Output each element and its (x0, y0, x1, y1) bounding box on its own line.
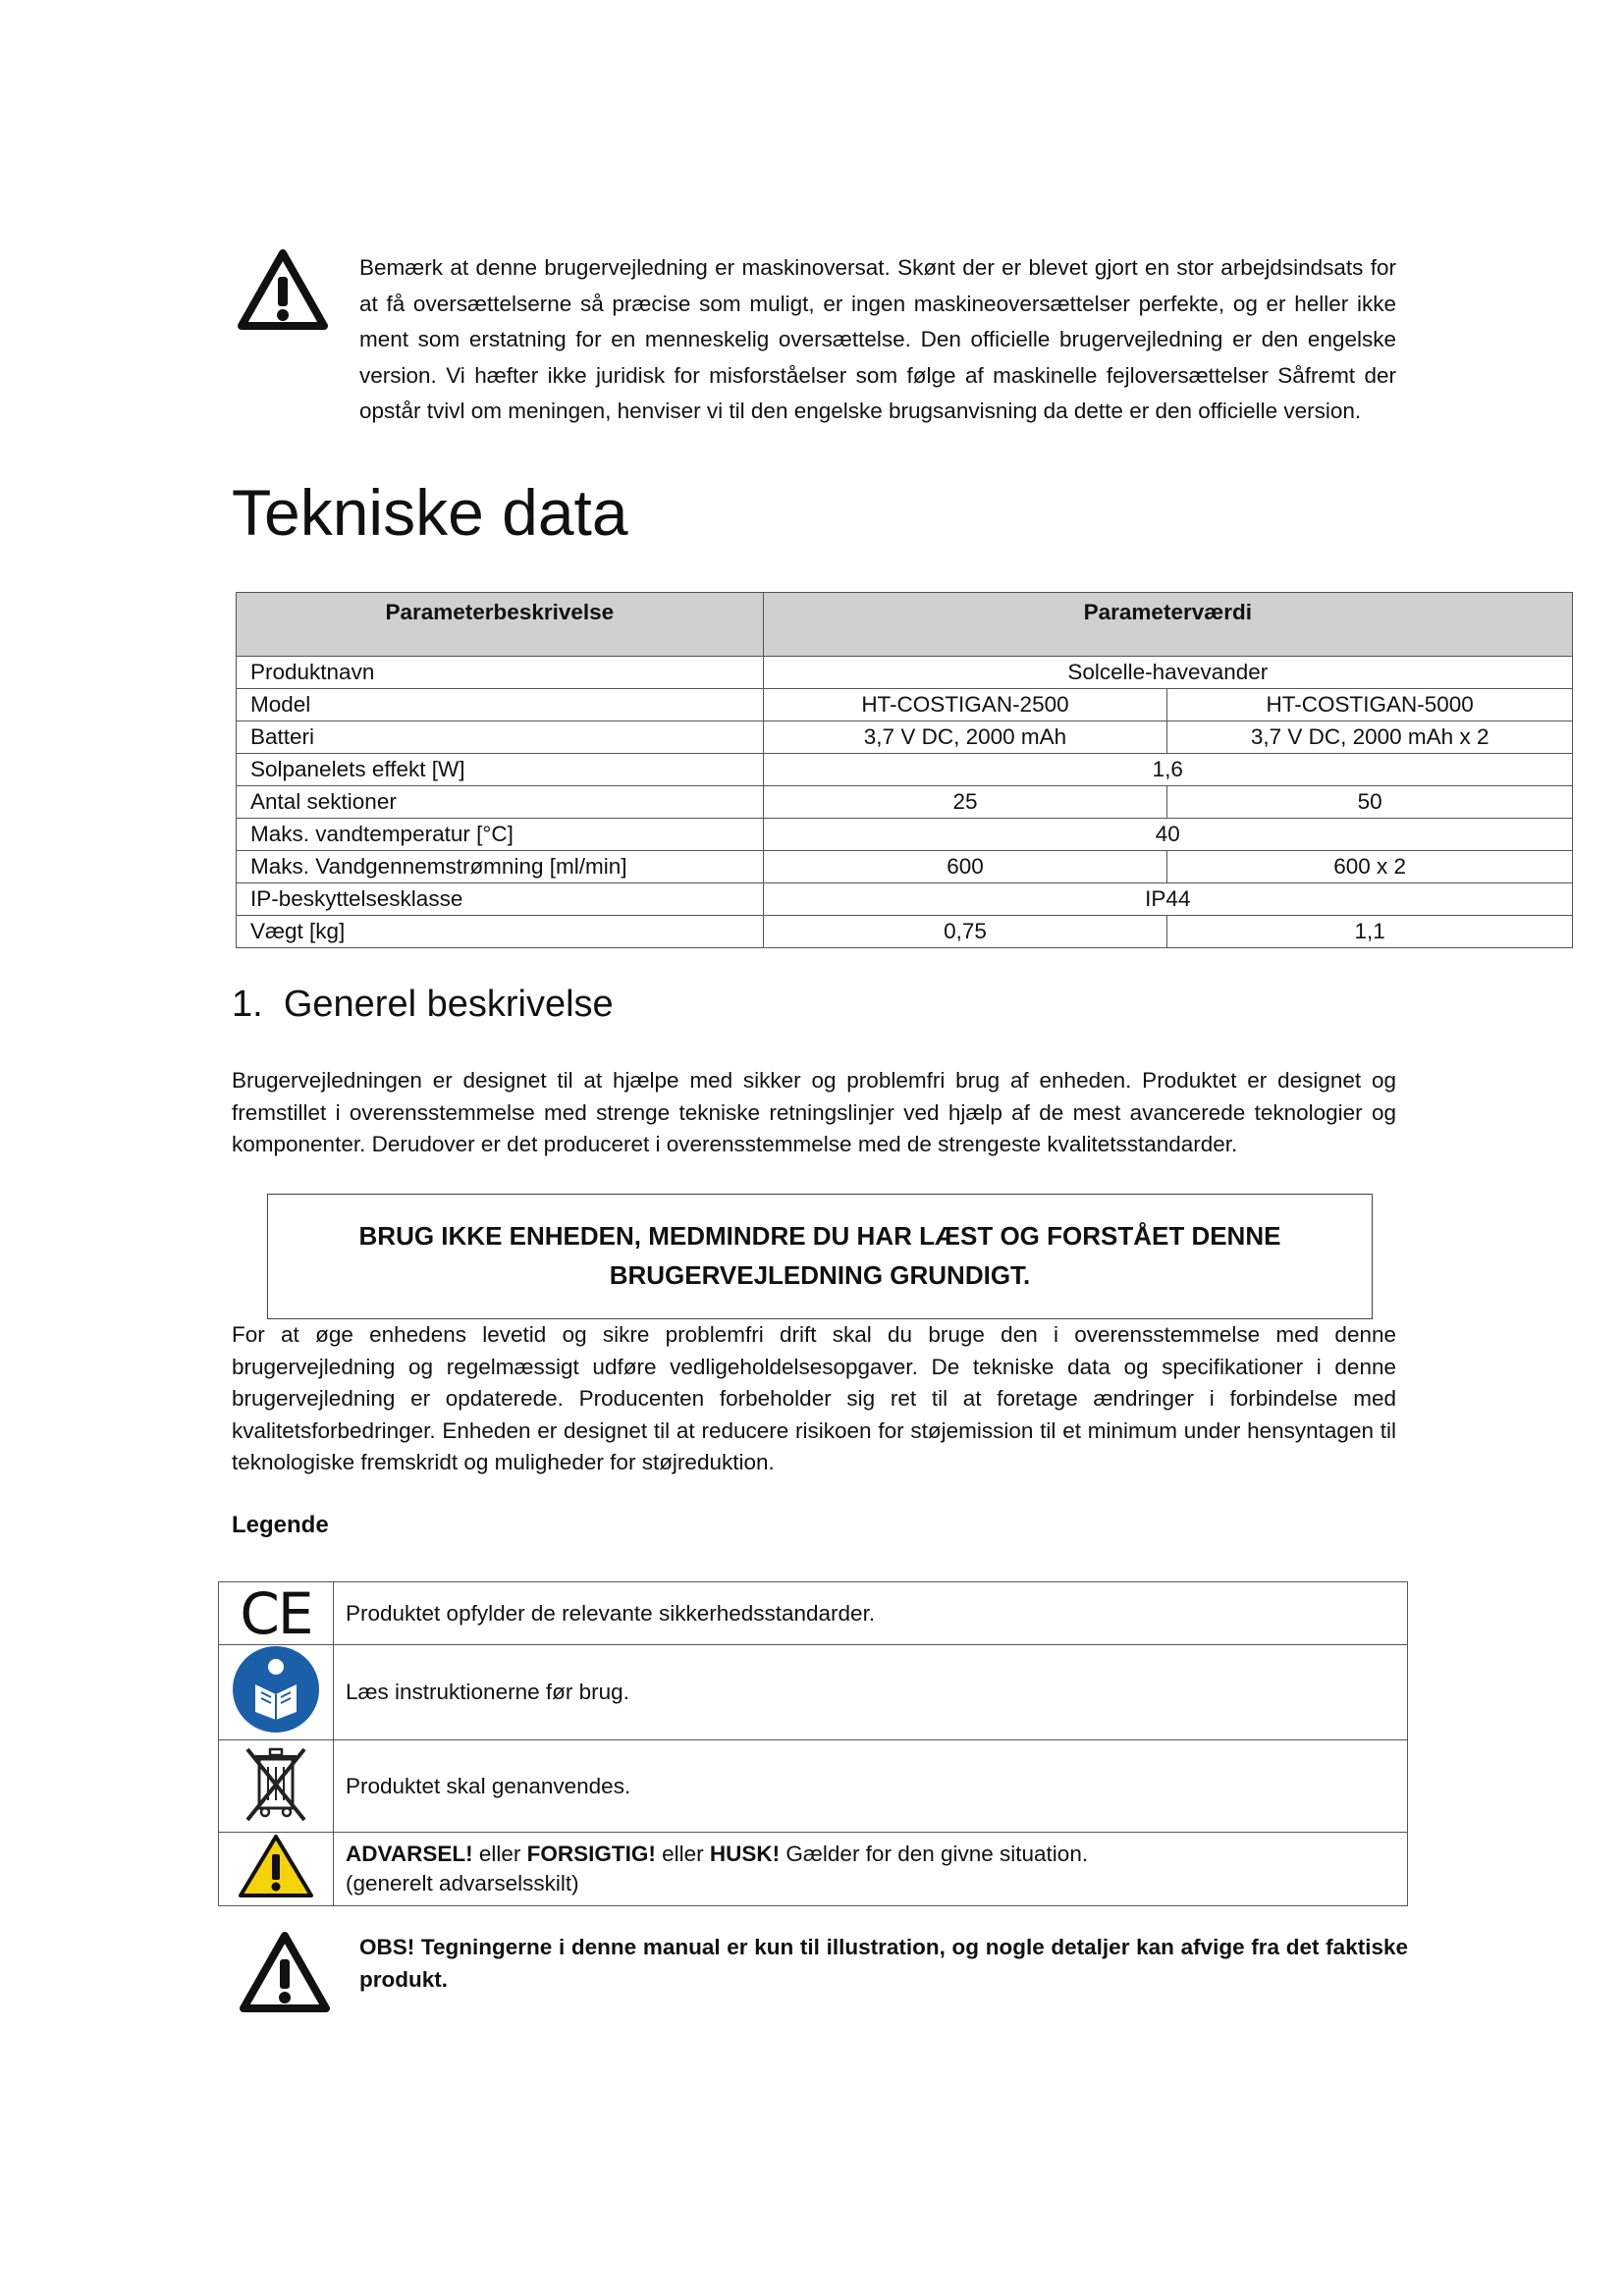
row-value-a: 0,75 (763, 916, 1167, 948)
husk-label: HUSK! (709, 1842, 781, 1866)
read-manual-warning-box (267, 1194, 1373, 1319)
row-value-b: HT-COSTIGAN-5000 (1167, 689, 1573, 721)
table-row (237, 883, 1573, 916)
row-label: Model (237, 689, 764, 721)
row-label: Maks. vandtemperatur [°C] (237, 819, 764, 851)
legend-row (219, 1582, 1408, 1645)
row-value-a: 25 (763, 786, 1167, 819)
page-title: Tekniske data (232, 476, 628, 549)
row-value-b: 50 (1167, 786, 1573, 819)
read-manual-icon (232, 1645, 320, 1734)
legend-row (219, 1645, 1408, 1740)
table-row (237, 721, 1573, 754)
table-row (237, 786, 1573, 819)
legend-text (334, 1833, 1408, 1906)
table-row (237, 819, 1573, 851)
header-parameter: Parameterbeskrivelse (237, 593, 764, 657)
legend-text: Produktet opfylder de relevante sikkerhedsstandarder. (334, 1582, 1408, 1645)
warning-triangle-icon (238, 249, 328, 330)
warning-box-line: BRUGERVEJLEDNING GRUNDIGT. (609, 1260, 1031, 1290)
forsigtig-label: FORSIGTIG! (526, 1842, 656, 1866)
row-value-a: HT-COSTIGAN-2500 (763, 689, 1167, 721)
intro-paragraph: Brugervejledningen er designet til at hjælpe med sikker og problemfri brug af enheden. Produktet er designet og fremstillet i overensstemmelse med strenge tekniske retningslinjer ved hjælp af de mest avancerede teknologier og komponenter. Derudover er det produceret i overensstemmelse med de strengeste kvalitetsstandarder. (232, 1068, 1396, 1156)
separator: eller (655, 1842, 710, 1866)
section-number: 1. (232, 984, 263, 1025)
technical-data-table (236, 592, 1573, 948)
legend-icon-cell (219, 1579, 334, 1647)
legend-warning-subtext: (generelt advarselsskilt) (346, 1871, 579, 1896)
table-row (237, 754, 1573, 786)
maintenance-paragraph: For at øge enhedens levetid og sikre problemfri drift skal du bruge den i overensstemmelse med denne brugervejledning og regelmæssigt udføre vedligeholdelsesopgaver. De tekniske data og specifikationer i denne brugervejledning er opdaterede. Producenten forbeholder sig ret til at foretage ændringer i forbindelse med kvalitetsforbedringer. Enheden er designet til at reducere risikoen for støjemission til et minimum under hensyntagen til teknologiske fremskridt og muligheder for støjreduktion. (232, 1322, 1396, 1474)
row-label: Batteri (237, 721, 764, 754)
yellow-warning-icon (237, 1833, 315, 1899)
row-value: Solcelle-havevander (763, 657, 1572, 689)
table-row (237, 916, 1573, 948)
row-value: 1,6 (763, 754, 1572, 786)
separator: eller (472, 1842, 527, 1866)
legend-row (219, 1833, 1408, 1906)
row-label: IP-beskyttelsesklasse (237, 883, 764, 916)
crossed-bin-icon (242, 1741, 310, 1826)
row-value-a: 3,7 V DC, 2000 mAh (763, 721, 1167, 754)
row-label: Antal sektioner (237, 786, 764, 819)
table-row (237, 689, 1573, 721)
section-heading (232, 977, 614, 1032)
warning-triangle-icon (240, 1932, 330, 2012)
header-value: Parameterværdi (763, 593, 1572, 657)
row-label: Produktnavn (237, 657, 764, 689)
row-value-b: 1,1 (1167, 916, 1573, 948)
table-header-row (237, 593, 1573, 657)
warning-rest: Gælder for den givne situation. (780, 1842, 1089, 1866)
row-value: 40 (763, 819, 1572, 851)
legend-text: Produktet skal genanvendes. (334, 1740, 1408, 1833)
warning-box-line: BRUG IKKE ENHEDEN, MEDMINDRE DU HAR LÆST OG FORSTÅET DENNE (358, 1221, 1281, 1251)
row-value-b: 3,7 V DC, 2000 mAh x 2 (1167, 721, 1573, 754)
legend-title: Legende (232, 1512, 329, 1538)
legend-icon-cell (219, 1645, 334, 1740)
legend-table (218, 1581, 1408, 1906)
table-row (237, 851, 1573, 883)
row-label: Solpanelets effekt [W] (237, 754, 764, 786)
legend-icon-cell (219, 1740, 334, 1833)
row-value: IP44 (763, 883, 1572, 916)
section-title: Generel beskrivelse (283, 984, 614, 1025)
legend-icon-cell (219, 1833, 334, 1906)
table-row (237, 657, 1573, 689)
ce-mark-icon: CE (240, 1579, 312, 1647)
machine-translation-notice: Bemærk at denne brugervejledning er maskinoversat. Skønt der er blevet gjort en stor arbejdsindsats for at få oversættelserne så præcise som muligt, er ingen maskineoversættelser perfekte, og er heller ikke ment som erstatning for en menneskelig oversættelse. Den officielle brugervejledning er den engelske version. Vi hæfter ikke juridisk for misforståelser som følge af maskinelle fejloversættelser Såfremt der opstår tvivl om meningen, henviser vi til den engelske brugsanvisning da dette er den officielle version. (359, 255, 1396, 423)
legend-text: Læs instruktionerne før brug. (334, 1645, 1408, 1740)
row-label: Vægt [kg] (237, 916, 764, 948)
legend-warning-line (346, 1840, 1395, 1869)
row-label: Maks. Vandgennemstrømning [ml/min] (237, 851, 764, 883)
advarsel-label: ADVARSEL! (346, 1842, 473, 1866)
obs-note: OBS! Tegningerne i denne manual er kun til illustration, og nogle detaljer kan afvige fra det faktiske produkt. (359, 1935, 1408, 1992)
legend-row (219, 1740, 1408, 1833)
row-value-b: 600 x 2 (1167, 851, 1573, 883)
row-value-a: 600 (763, 851, 1167, 883)
